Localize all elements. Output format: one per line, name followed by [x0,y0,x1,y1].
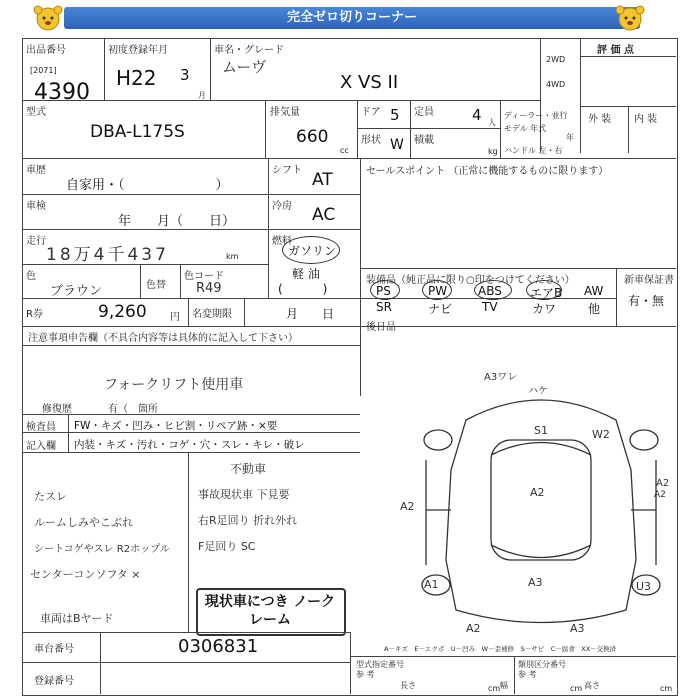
equipment-circle-airbag [526,280,562,300]
diagram-mark: A3ワレ [484,372,518,383]
yen-unit: 円 [170,312,180,323]
diagram-mark: A2 [466,622,481,635]
remark-left-3: シートコゲやスレ R2ホップル [34,544,170,555]
diagram-mark: ハケ [528,386,548,397]
equipment-circle-abs [474,280,512,300]
inspection-value: 年 月（ 日） [118,214,236,229]
car-roof [491,440,591,560]
symbols-label: 記入欄 [26,441,56,452]
inspector-label: 検査員 [26,422,56,433]
capacity-value: 4 [472,106,482,124]
shift-label: シフト [272,165,302,176]
ref-label: 参 考 [356,670,375,679]
equipment-item: SR [376,300,392,314]
equipment-label: 装備品（純正品に限り○印をつけてください） [366,275,575,286]
capacity-label: 定員 [414,107,434,118]
drive-2wd: 2WD [546,55,566,64]
model-year-label: モデル 年式 [504,124,547,133]
recycle-label: R券 [26,309,43,320]
type-spec-label: 型式指定番号 [356,660,404,669]
color-code-label: 色コード [184,271,224,282]
fuel-label: 燃料 [272,236,292,247]
displacement-label: 排気量 [270,107,300,118]
diagram-mark: A2 [530,486,545,499]
stamp-text: 現状車につき ノークレーム [204,594,336,628]
equipment-item: ABS [478,284,502,298]
interior-label: 内 装 [634,114,658,125]
repair-value: 有（ 箇所 [108,404,158,415]
remark-right-3: 右R足回り 折れ外れ [198,514,298,527]
cm-unit-3: cm [660,684,673,693]
equipment-item: PW [428,284,448,298]
registration-era-year: H22 [116,66,157,90]
notes-label: 注意事項申告欄（不具合内容等は具体的に記入して下さい） [28,333,298,344]
history-value: 自家用・（ ） [66,178,229,193]
car-grade: X VS II [340,72,399,93]
type-value: DBA-L175S [90,122,185,142]
diagram-mark: A2 [654,490,666,500]
transfer-label: 名変期限 [192,309,232,320]
sales-point-label: セールスポイント （正常に機能するものに限ります） [366,166,609,177]
chassis-value: 0306831 [178,636,259,657]
model-grade-label: 車名・グレード [214,45,284,56]
cm-unit-2: cm [570,684,583,693]
diagram-mark: A3 [570,622,585,635]
later-docs-label: 後日品 [366,322,396,333]
class-label: 類別区分番号 [518,660,566,669]
rear-window [491,545,591,558]
diagram-mark: A1 [424,578,439,591]
score-label: 評 価 点 [597,45,634,56]
lot-number-label: 出品番号 [26,45,66,56]
dealer-label: ディーラー・並行 [504,111,568,120]
fuel-gasoline: ガソリン [288,244,337,258]
diagram-mark: W2 [592,428,610,441]
notes-handwritten: フォークリフト使用車 [104,377,244,393]
type-label: 型式 [26,107,46,118]
remark-right-1: 不動車 [230,462,267,476]
kg-unit: kg [488,147,498,156]
lot-number: 4390 [34,80,90,105]
first-registration-label: 初度登録年月 [108,45,168,56]
km-unit: km [226,252,239,261]
equipment-circle-pw [422,280,452,300]
exterior-label: 外 装 [588,114,612,125]
ac-label: 冷房 [272,201,292,212]
color-change-label: 色替 [146,280,166,291]
mileage-label: 走行 [26,236,46,247]
height-label: 高さ [584,681,600,690]
color-value: ブラウン [50,284,103,299]
repair-label: 修復歴 [42,404,72,415]
month-unit: 月 [198,91,206,100]
ac-value: AC [312,205,336,225]
equipment-item: AW [584,284,604,298]
fuel-blank: () [278,282,368,296]
equipment-item: PS [376,284,391,298]
year-unit: 年 [566,133,574,142]
title-banner [64,7,640,29]
shape-label: 形状 [361,135,381,146]
remark-right-2: 事故現状車 下見要 [198,488,290,501]
diagram-mark: A3 [528,576,543,589]
warranty-label: 新車保証書 [624,275,674,286]
equipment-item: TV [482,300,498,314]
diagram-mark: A2 [400,500,415,513]
doors-label: ドア [361,107,381,118]
fuel-diesel: 軽 油 [292,267,320,281]
banner-title: 完全ゼロ切りコーナー [286,10,417,25]
remark-left-4: センターコンソフタ × [30,568,141,581]
history-label: 車歴 [26,165,46,176]
handle-label: ハンドル 左・右 [504,146,563,155]
car-name: ムーヴ [222,58,267,76]
lot-small-code: [2071] [30,66,57,75]
drive-4wd: 4WD [546,80,566,89]
transfer-value: 月 日 [286,307,335,321]
damage-diagram [396,360,686,650]
equipment-item: カワ [532,302,557,316]
recycle-value: 9,260 [98,302,147,322]
inspector-row-1: FW・キズ・凹み・ヒビ割・リペア跡・×要 [74,420,278,432]
equipment-item: ナビ [428,302,453,316]
damage-legend: A－キズ E－エクボ U－凹み W－歪補修 S－サビ C－腐食 XX－交換済 [384,645,617,653]
color-label: 色 [26,271,36,282]
length-label: 長さ [400,681,416,690]
equipment-item: エアB [530,286,563,300]
load-label: 積載 [414,135,434,146]
shift-value: AT [312,170,333,190]
registration-month: 3 [180,66,190,84]
mileage-value: 18万4千437 [46,245,169,265]
diagram-mark: S1 [534,424,548,437]
ref-label-2: 参 考 [518,670,537,679]
windshield [491,443,591,456]
bear-mascot-icon-left [30,3,66,35]
displacement-value: 660 [296,127,329,147]
inspection-label: 車検 [26,201,46,212]
registration-label: 登録番号 [34,676,74,687]
remark-left-1: たスレ [34,490,67,503]
doors-value: 5 [390,106,400,124]
shape-value: W [390,137,404,153]
diagram-mark: U3 [636,580,652,593]
remark-left-2: ルームしみやこぶれ [34,516,133,529]
equipment-circle-ps [370,280,400,300]
chassis-label: 車台番号 [34,644,74,655]
equipment-item: 他 [588,302,601,316]
bear-mascot-icon-right [612,3,648,35]
remark-bottom-left: 車両はBヤード [40,612,114,625]
warranty-value: 有・無 [628,294,665,308]
color-code-value: R49 [196,281,222,296]
wheel-front-left [424,430,452,450]
width-label: 幅 [500,681,508,690]
remark-right-4: F足回り SC [198,540,256,553]
cm-unit-1: cm [488,684,501,693]
wheel-front-right [630,430,658,450]
cc-unit: cc [340,146,349,155]
person-unit: 人 [488,118,496,127]
inspector-row-2: 内装・キズ・汚れ・コゲ・穴・スレ・キレ・破レ [74,439,305,451]
diagram-mark: A2 [656,478,670,489]
